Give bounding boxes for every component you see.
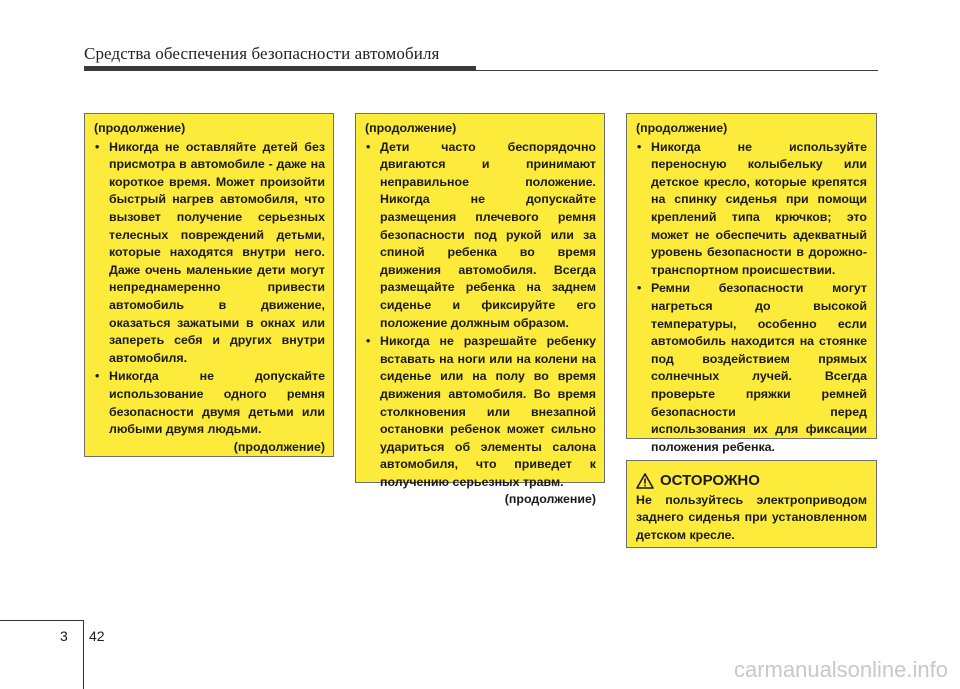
chapter-number: 3 bbox=[60, 628, 68, 644]
watermark: carmanualsonline.info bbox=[733, 657, 948, 682]
bullet-item: • Никогда не допускайте использование одного ремня безопасности двумя детьми или любыми двумя людьми. bbox=[94, 368, 325, 438]
header-rule-thin bbox=[84, 70, 878, 71]
page-number: 42 bbox=[89, 628, 105, 644]
footer-rule-horizontal bbox=[0, 620, 83, 621]
warning-box-3 bbox=[626, 113, 877, 454]
bullet-item: • Ремни безопасности могут нагреться до высокой температуры, особенно если автомобиль находится на стоянке под воздействием прямых солнечных лучей. Всегда проверьте пряжки ремней безопасности перед использования их для фиксации положения ребенка. bbox=[636, 280, 867, 456]
bullet-item: • Дети часто беспорядочно двигаются и принимают неправильное положение. Никогда не допускайте размещения плечевого ремня безопасности под рукой или за спиной ребенка во время движения автомобиля. Всегда размещайте ребенка на заднем сиденье и фиксируйте его положение должным образом. bbox=[365, 139, 596, 333]
caution-text: Не пользуйтесь электроприводом заднего сиденья при установленном детском кресле. bbox=[636, 492, 867, 542]
caution-heading bbox=[636, 472, 867, 490]
continued-tail: (продолжение) bbox=[504, 492, 596, 507]
continued-label: (продолжение) bbox=[365, 121, 457, 135]
caution-box bbox=[626, 460, 877, 548]
continued-label: (продолжение) bbox=[94, 121, 186, 135]
continued-label: (продолжение) bbox=[636, 121, 728, 135]
continued-tail: (продолжение) bbox=[233, 439, 325, 454]
footer-rule-vertical bbox=[83, 620, 84, 689]
warning-box-2 bbox=[355, 113, 605, 507]
section-title: Средства обеспечения безопасности автомобиля bbox=[84, 44, 440, 63]
warning-triangle-icon bbox=[636, 473, 654, 489]
warning-box-1 bbox=[84, 113, 334, 457]
bullet-item: • Никогда не оставляйте детей без присмотра в автомобиле - даже на короткое время. Может произойти быстрый нагрев автомобиля, что вызовет получение серьезных телесных повреждений детьми, которые находятся внутри него. Даже очень маленькие дети могут непреднамеренно привести автомобиль в движение, оказаться зажатыми в окнах или запереть себя и других внутри автомобиля. bbox=[94, 139, 325, 368]
bullet-item: • Никогда не используйте переносную колыбельку или детское кресло, которые крепятся на спинку сиденья при помощи креплений типа крючков; это может не обеспечить адекватный уровень безопасности в дорожно-транспортном происшествии. bbox=[636, 139, 867, 280]
caution-title: ОСТОРОЖНО bbox=[660, 472, 760, 489]
bullet-item: • Никогда не разрешайте ребенку вставать на ноги или на колени на сиденье или на полу во время движения автомобиля. Во время столкновения или внезапной остановки ребенок может сильно удариться об элементы салона автомобиля, что приведет к получению серьезных травм. bbox=[365, 333, 596, 491]
